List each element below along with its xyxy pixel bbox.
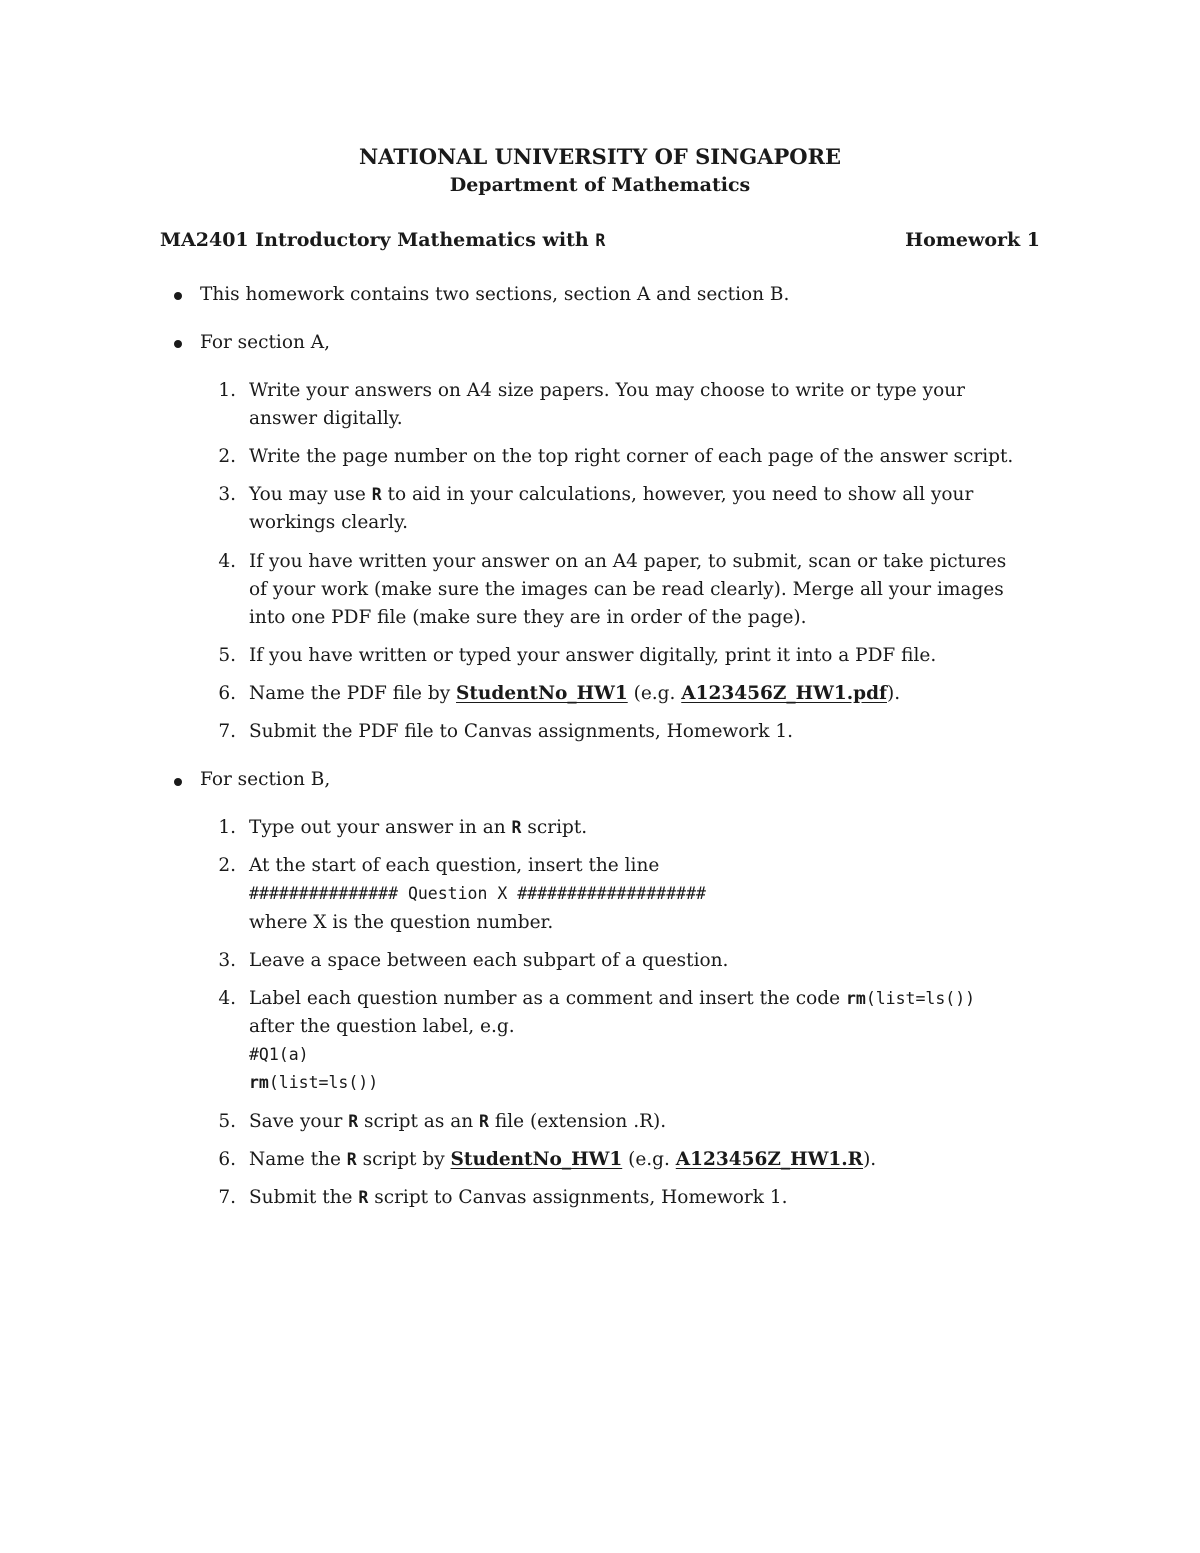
list-number: 4. <box>218 551 236 572</box>
a-item-3-line-1: You may use R to aid in your calculations, however, you need to show all your <box>249 484 974 505</box>
b-item-6: Name the R script by StudentNo_HW1 (e.g. A123456Z_HW1.R). <box>249 1149 877 1170</box>
bullet-icon <box>174 292 182 300</box>
b-item-4-code-2: rm(list=ls()) <box>249 1073 379 1092</box>
list-number: 2. <box>218 855 236 876</box>
list-number: 5. <box>218 645 236 666</box>
a-item-5: If you have written or typed your answer digitally, print it into a PDF file. <box>249 645 937 666</box>
intro-text: This homework contains two sections, section A and section B. <box>200 284 790 305</box>
a-item-2: Write the page number on the top right corner of each page of the answer script. <box>249 446 1014 467</box>
a-item-4-line-1: If you have written your answer on an A4 paper, to submit, scan or take pictures <box>249 551 1007 572</box>
list-number: 7. <box>218 721 236 742</box>
b-item-2-line-1: At the start of each question, insert the line <box>249 855 660 876</box>
list-number: 3. <box>218 950 236 971</box>
list-number: 3. <box>218 484 236 505</box>
a-item-1-line-2: answer digitally. <box>249 408 403 429</box>
course-title: MA2401 Introductory Mathematics with R <box>160 229 606 251</box>
a-item-7: Submit the PDF file to Canvas assignments, Homework 1. <box>249 721 793 742</box>
b-item-1: Type out your answer in an R script. <box>249 817 588 838</box>
list-number: 1. <box>218 817 236 838</box>
list-number: 1. <box>218 380 236 401</box>
a-item-4-line-2: of your work (make sure the images can be read clearly). Merge all your images <box>249 579 1004 600</box>
bullet-icon <box>174 778 182 786</box>
section-a-heading: For section A, <box>200 332 331 353</box>
b-item-5: Save your R script as an R file (extension .R). <box>249 1111 667 1132</box>
b-item-4-code-1: #Q1(a) <box>249 1045 309 1064</box>
list-number: 7. <box>218 1187 236 1208</box>
list-number: 4. <box>218 988 236 1009</box>
list-number: 5. <box>218 1111 236 1132</box>
b-item-2-code: ############### Question X ################### <box>249 884 706 903</box>
a-item-6: Name the PDF file by StudentNo_HW1 (e.g. A123456Z_HW1.pdf). <box>249 683 901 704</box>
b-item-4-line-2: after the question label, e.g. <box>249 1016 515 1037</box>
a-item-1-line-1: Write your answers on A4 size papers. You may choose to write or type your <box>249 380 965 401</box>
list-number: 2. <box>218 446 236 467</box>
a-item-4-line-3: into one PDF file (make sure they are in order of the page). <box>249 607 807 628</box>
b-item-3: Leave a space between each subpart of a question. <box>249 950 729 971</box>
list-number: 6. <box>218 1149 236 1170</box>
department-title: Department of Mathematics <box>449 174 751 196</box>
b-item-4-line-1: Label each question number as a comment and insert the code rm(list=ls()) <box>249 988 976 1009</box>
b-item-7: Submit the R script to Canvas assignments, Homework 1. <box>249 1187 788 1208</box>
list-number: 6. <box>218 683 236 704</box>
homework-title: Homework 1 <box>905 229 1040 251</box>
university-title: NATIONAL UNIVERSITY OF SINGAPORE <box>358 144 842 169</box>
bullet-icon <box>174 340 182 348</box>
a-item-3-line-2: workings clearly. <box>249 512 408 533</box>
b-item-2-line-3: where X is the question number. <box>249 912 554 933</box>
section-b-heading: For section B, <box>200 769 331 790</box>
